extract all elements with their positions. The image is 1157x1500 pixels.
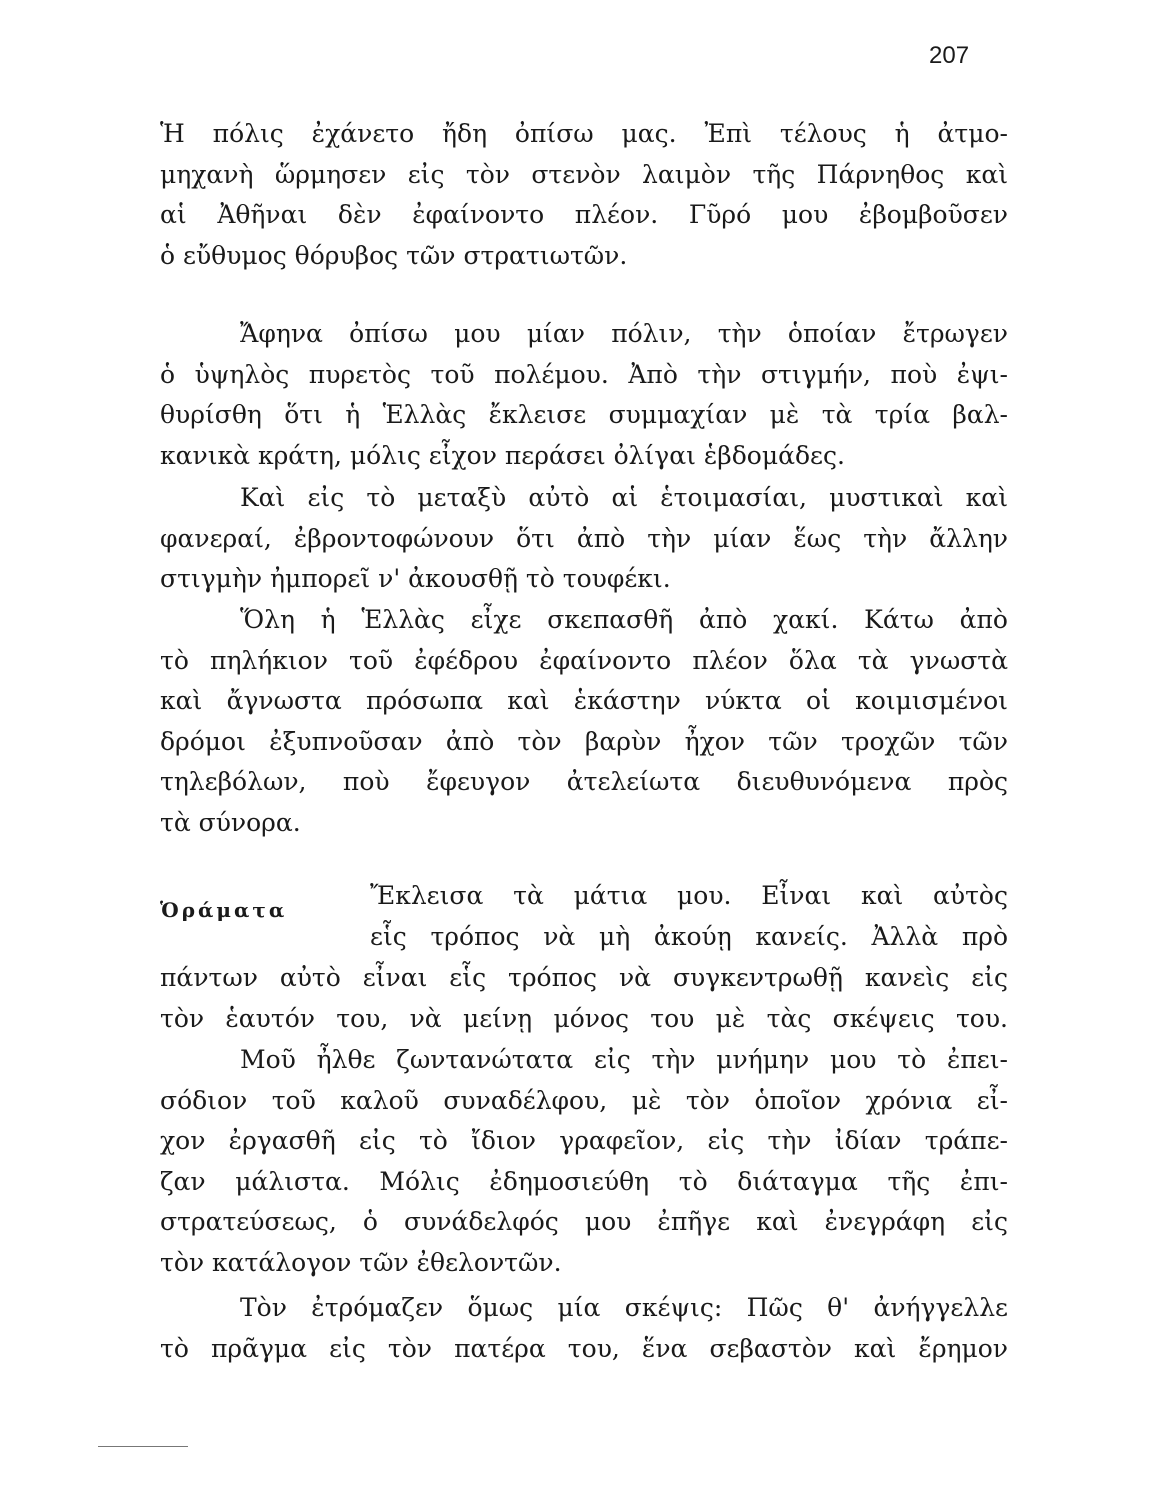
text-line: αἱ Ἀθῆναι δὲν ἐφαίνοντο πλέον. Γῦρό μου ἐβομβοῦσεν [160, 200, 1008, 230]
text-line: τὸν ἑαυτόν του, νὰ μείνῃ μόνος του μὲ τὰς σκέψεις του. [160, 1003, 1008, 1033]
text-line: Ἄφηνα ὀπίσω μου μίαν πόλιν, τὴν ὁποίαν ἔτρωγεν [240, 319, 1008, 348]
text-line: ὁ ὑψηλὸς πυρετὸς τοῦ πολέμου. Ἀπὸ τὴν στιγμήν, ποὺ ἐψι- [160, 359, 1008, 389]
paragraph-2 [160, 314, 1008, 476]
text-line: φανεραί, ἐβροντοφώνουν ὅτι ἀπὸ τὴν μίαν ἕως τὴν ἄλλην [160, 523, 1008, 553]
scan-rule [98, 1446, 188, 1447]
page-number: 207 [929, 42, 970, 69]
margin-heading: Ὁράματα [160, 898, 288, 922]
text-line: σόδιον τοῦ καλοῦ συναδέλφου, μὲ τὸν ὁποῖον χρόνια εἶ- [160, 1085, 1008, 1115]
text-line: τηλεβόλων, ποὺ ἔφευγον ἀτελείωτα διευθυνόμενα πρὸς [160, 767, 1008, 797]
paragraph-3 [160, 478, 1008, 600]
text-line: τὸ πηλήκιον τοῦ ἐφέδρου ἐφαίνοντο πλέον ὅλα τὰ γνωστὰ [160, 645, 1008, 675]
paragraph-6 [160, 1040, 1008, 1284]
text-line: χον ἐργασθῆ εἰς τὸ ἴδιον γραφεῖον, εἰς τὴν ἰδίαν τράπε- [160, 1126, 1008, 1156]
text-line: Ἡ πόλις ἐχάνετο ἤδη ὀπίσω μας. Ἐπὶ τέλους ἡ ἀτμο- [160, 119, 1008, 148]
text-line: εἷς τρόπος νὰ μὴ ἀκούῃ κανείς. Ἀλλὰ πρὸ [370, 922, 1008, 951]
paragraph-7 [160, 1288, 1008, 1369]
text-line: τὸ πρᾶγμα εἰς τὸν πατέρα του, ἕνα σεβαστὸν καὶ ἔρημον [160, 1333, 1008, 1363]
text-line: Μοῦ ἦλθε ζωντανώτατα εἰς τὴν μνήμην μου τὸ ἐπει- [240, 1045, 1008, 1074]
text-line: ζαν μάλιστα. Μόλις ἐδημοσιεύθη τὸ διάταγμα τῆς ἐπι- [160, 1166, 1008, 1196]
text-line: Ὅλη ἡ Ἑλλὰς εἶχε σκεπασθῆ ἀπὸ χακί. Κάτω ἀπὸ [240, 605, 1008, 634]
paragraph-5 [160, 958, 1008, 1039]
text-line: θυρίσθη ὅτι ἡ Ἑλλὰς ἔκλεισε συμμαχίαν μὲ τὰ τρία βαλ- [160, 400, 1008, 430]
text-line: δρόμοι ἐξυπνοῦσαν ἀπὸ τὸν βαρὺν ἦχον τῶν τροχῶν τῶν [160, 726, 1008, 756]
paragraph-1 [160, 114, 1008, 276]
text-line: κανικὰ κράτη, μόλις εἶχον περάσει ὀλίγαι ἑβδομάδες. [160, 440, 845, 470]
text-line: στρατεύσεως, ὁ συνάδελφός μου ἐπῆγε καὶ ἐνεγράφη εἰς [160, 1207, 1008, 1237]
text-line: Καὶ εἰς τὸ μεταξὺ αὐτὸ αἱ ἑτοιμασίαι, μυστικαὶ καὶ [240, 483, 1008, 512]
text-line: ὁ εὔθυμος θόρυβος τῶν στρατιωτῶν. [160, 240, 628, 270]
text-line: καὶ ἄγνωστα πρόσωπα καὶ ἑκάστην νύκτα οἱ κοιμισμένοι [160, 686, 1008, 716]
text-line: πάντων αὐτὸ εἶναι εἷς τρόπος νὰ συγκεντρωθῇ κανεὶς εἰς [160, 963, 1008, 992]
text-line: τὸν κατάλογον τῶν ἐθελοντῶν. [160, 1247, 562, 1277]
text-line: Τὸν ἐτρόμαζεν ὅμως μία σκέψις: Πῶς θ' ἀνήγγελλε [240, 1293, 1008, 1322]
text-line: μηχανὴ ὥρμησεν εἰς τὸν στενὸν λαιμὸν τῆς Πάρνηθος καὶ [160, 159, 1008, 189]
text-line: Ἔκλεισα τὰ μάτια μου. Εἶναι καὶ αὐτὸς [370, 881, 1008, 910]
text-line: στιγμὴν ἠμπορεῖ ν' ἀκουσθῇ τὸ τουφέκι. [160, 564, 671, 594]
text-line: τὰ σύνορα. [160, 807, 301, 837]
paragraph-4 [160, 600, 1008, 844]
